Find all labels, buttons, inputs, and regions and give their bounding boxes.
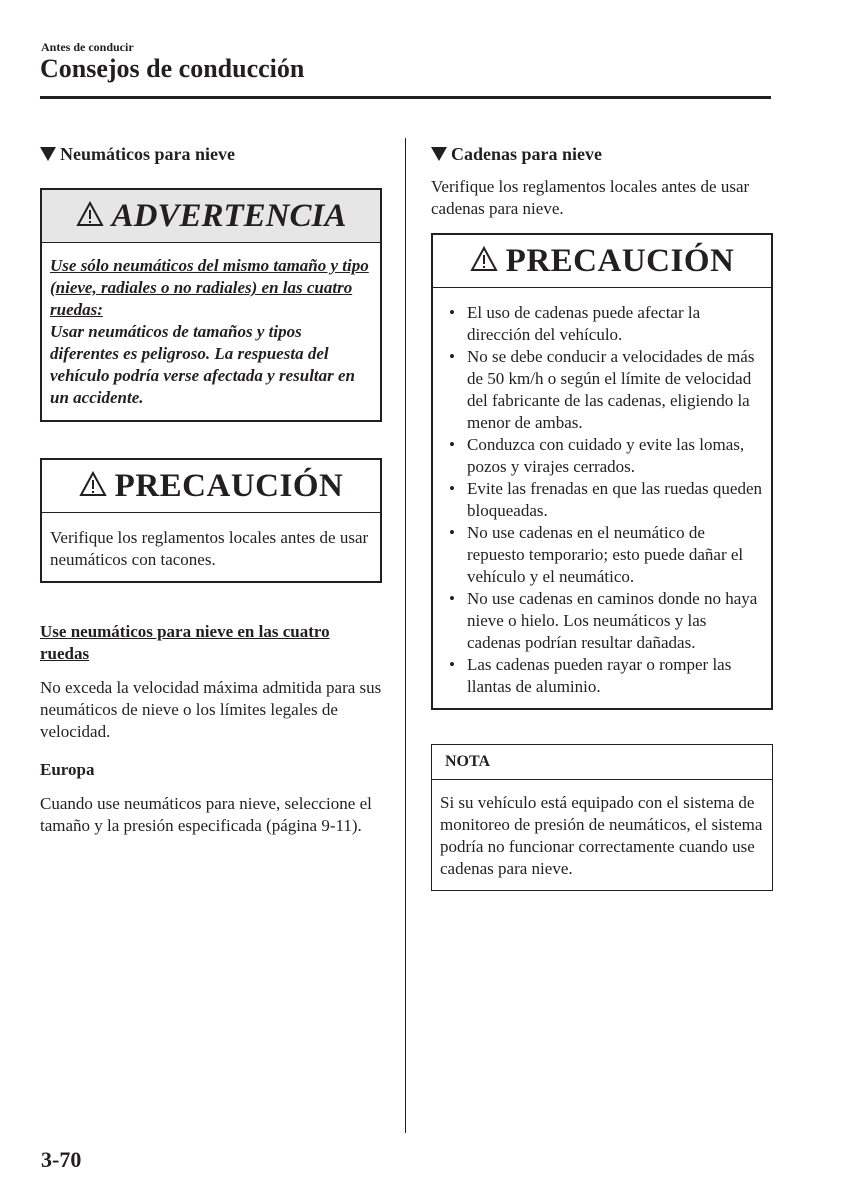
header-rule <box>40 96 771 99</box>
snow-tires-heading <box>40 142 382 166</box>
page-title: Consejos de conducción <box>40 54 305 83</box>
warning-body <box>42 243 380 420</box>
caution-box-header <box>433 235 771 288</box>
bullet-dot: • <box>449 589 455 608</box>
caution-box-tires <box>40 458 382 583</box>
caution-box-header <box>42 460 380 513</box>
caution-body: Verifique los reglamentos locales antes de usar neumáticos con tacones. <box>50 528 369 569</box>
caution-triangle-icon <box>79 471 107 502</box>
snow-tires-heading-text: Neumáticos para nieve <box>60 144 235 164</box>
note-text: Si su vehículo está equipado con el sistema de monitoreo de presión de neumáticos, el sistema podría no funcionar correctamente cuando use cadenas para nieve. <box>440 793 763 878</box>
four-wheels-subheading: Use neumáticos para nieve en las cuatro ruedas <box>40 622 330 663</box>
list-item: • No use cadenas en caminos donde no haya nieve o hielo. Los neumáticos y las cadenas podrían resultar dañadas. <box>449 589 758 652</box>
europe-heading: Europa <box>40 760 95 779</box>
bullet-dot: • <box>449 347 455 366</box>
section-label: Antes de conducir <box>41 40 134 54</box>
europe-paragraph: Cuando use neumáticos para nieve, seleccione el tamaño y la presión especificada (página 9-11). <box>40 794 372 835</box>
list-item: • No use cadenas en el neumático de repuesto temporario; esto puede dañar el vehículo y el neumático. <box>449 523 744 586</box>
warning-box-header <box>42 190 380 243</box>
caution-title: PRECAUCIÓN <box>114 467 344 504</box>
caution-body <box>433 288 771 708</box>
warning-triangle-icon <box>76 201 104 232</box>
triangle-bullet-icon <box>431 147 447 161</box>
list-item: • Las cadenas pueden rayar o romper las llantas de aluminio. <box>449 655 732 696</box>
bullet-dot: • <box>449 479 455 498</box>
chains-intro: Verifique los reglamentos locales antes de usar cadenas para nieve. <box>431 177 750 218</box>
left-column <box>40 142 382 837</box>
warning-underlined-text: Use sólo neumáticos del mismo tamaño y tipo (nieve, radiales o no radiales) en las cuatro ruedas: <box>50 256 369 319</box>
caution-triangle-icon <box>470 246 498 277</box>
list-item: • Evite las frenadas en que las ruedas queden bloqueadas. <box>449 479 763 520</box>
chains-caution-list <box>433 302 763 698</box>
list-item: • No se debe conducir a velocidades de más de 50 km/h o según el límite de velocidad del fabricante de las cadenas, eligiendo la menor de ambas. <box>449 347 755 432</box>
bullet-dot: • <box>449 655 455 674</box>
warning-text: Usar neumáticos de tamaños y tipos diferentes es peligroso. La respuesta del vehículo podría verse afectada y resultar en un accidente. <box>50 322 356 407</box>
triangle-bullet-icon <box>40 147 56 161</box>
note-title: NOTA <box>432 745 772 780</box>
bullet-dot: • <box>449 435 455 454</box>
snow-chains-heading <box>431 142 773 166</box>
right-column <box>431 142 773 891</box>
list-item: • El uso de cadenas puede afectar la dirección del vehículo. <box>449 303 701 344</box>
caution-box-chains <box>431 233 773 710</box>
bullet-dot: • <box>449 303 455 322</box>
warning-title: ADVERTENCIA <box>111 197 347 234</box>
warning-box <box>40 188 382 422</box>
page-number: 3-70 <box>41 1147 82 1172</box>
list-item: • Conduzca con cuidado y evite las lomas, pozos y virajes cerrados. <box>449 435 745 476</box>
note-box <box>431 744 773 891</box>
caution-title: PRECAUCIÓN <box>505 242 735 279</box>
snow-chains-heading-text: Cadenas para nieve <box>451 144 603 164</box>
column-divider <box>405 138 406 1133</box>
speed-paragraph: No exceda la velocidad máxima admitida para sus neumáticos de nieve o los límites legales de velocidad. <box>40 678 382 741</box>
bullet-dot: • <box>449 523 455 542</box>
